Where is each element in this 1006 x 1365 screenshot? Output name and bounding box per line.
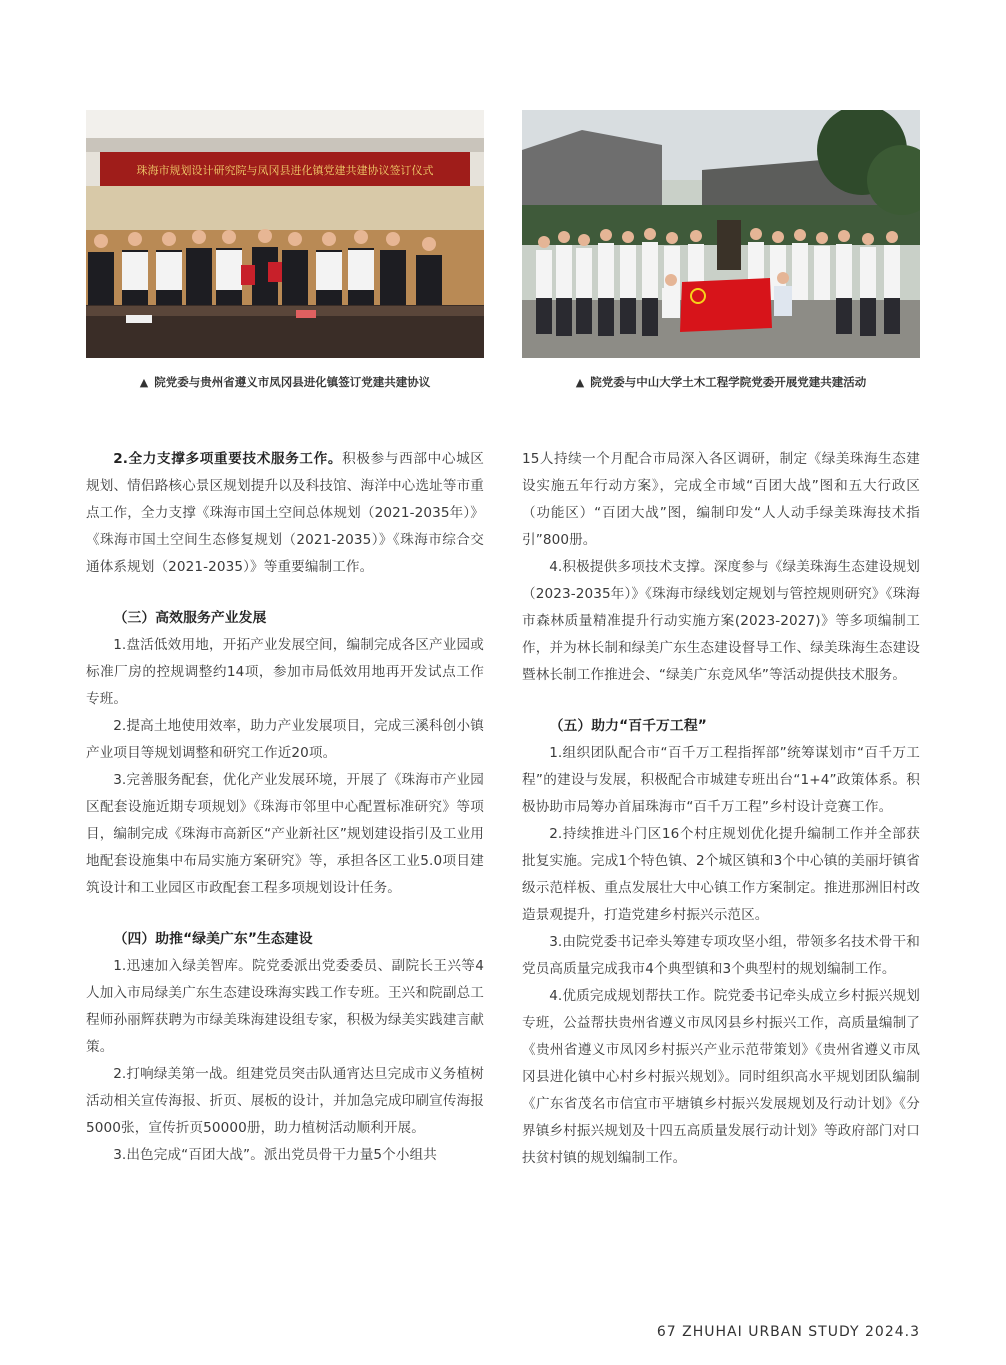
section-heading-4: （四）助推“绿美广东”生态建设 (113, 931, 313, 947)
journal-name: ZHUHAI URBAN STUDY (682, 1324, 860, 1340)
paragraph-5-2: 2.持续推进斗门区16个村庄规划优化提升编制工作并全部获批复实施。完成1个特色镇、2个城区镇和3个中心镇的美丽圩镇省级示范样板、重点发展壮大中心镇工作方案制定。推进那洲旧村改造景观提升，打造党建乡村振兴示范区。 (522, 826, 920, 923)
paragraph-4-3: 3.出色完成“百团大战”。派出党员骨干力量5个小组共 (113, 1147, 437, 1163)
right-text-column (522, 446, 920, 1172)
left-text-column (86, 446, 484, 1169)
paragraph-2 (86, 446, 484, 581)
paragraph-4-3-continued: 15人持续一个月配合市局深入各区调研，制定《绿美珠海生态建设实施五年行动方案》，完成全市域“百团大战”图和五大行政区（功能区）“百团大战”图，编制印发“人人动手绿美珠海技术指引”800册。 (522, 451, 920, 548)
photo-group-activity (522, 110, 920, 358)
paragraph-3-3: 3.完善服务配套，优化产业发展环境，开展了《珠海市产业园区配套设施近期专项规划》《珠海市邻里中心配置标准研究》等项目，编制完成《珠海市高新区“产业新社区”规划建设指引及工业用地配套设施集中布局实施方案研究》等，承担各区工业5.0项目建筑设计和工业园区市政配套工程多项规划设计任务。 (86, 772, 484, 896)
triangle-marker-icon: ▲ (575, 376, 585, 389)
signing-ceremony-image (86, 110, 484, 358)
caption-text: 院党委与中山大学土木工程学院党委开展党建共建活动 (590, 375, 867, 389)
group-activity-image (522, 110, 920, 358)
paragraph-3-2: 2.提高土地使用效率，助力产业发展项目，完成三溪科创小镇产业项目等规划调整和研究工作近20项。 (86, 718, 484, 761)
photo-caption-left (86, 374, 484, 390)
photo-signing-ceremony (86, 110, 484, 358)
photo-caption-right (522, 374, 920, 390)
section-heading-3: （三）高效服务产业发展 (113, 610, 267, 626)
statue (717, 220, 741, 270)
triangle-marker-icon: ▲ (139, 376, 149, 389)
page-footer (560, 1324, 920, 1340)
paragraph-4-2: 2.打响绿美第一战。组建党员突击队通宵达旦完成市义务植树活动相关宣传海报、折页、展板的设计，并加急完成印刷宣传海报5000张，宣传折页50000册，助力植树活动顺利开展。 (86, 1066, 484, 1136)
paragraph-4-4: 4.积极提供多项技术支撑。深度参与《绿美珠海生态建设规划（2023-2035年）》《珠海市绿线划定规划与管控规则研究》《珠海市森林质量精准提升行动实施方案(2023-2027)》等多项编制工作，并为林长制和绿美广东生态建设督导工作、绿美珠海生态建设暨林长制工作推进会、“绿美广东竞风华”等活动提供技术服务。 (522, 559, 920, 683)
issue-number: 2024.3 (865, 1324, 920, 1340)
paragraph-5-1: 1.组织团队配合市“百千万工程指挥部”统筹谋划市“百千万工程”的建设与发展，积极配合市城建专班出台“1+4”政策体系。积极协助市局筹办首届珠海市“百千万工程”乡村设计竞赛工作。 (522, 745, 920, 815)
paragraph-5-4: 4.优质完成规划帮扶工作。院党委书记牵头成立乡村振兴规划专班，公益帮扶贵州省遵义市凤冈县乡村振兴工作，高质量编制了《贵州省遵义市凤冈乡村振兴产业示范带策划》《贵州省遵义市凤冈县进化镇中心村乡村振兴规划》。同时组织高水平规划团队编制《广东省茂名市信宜市平塘镇乡村振兴发展规划及行动计划》《分界镇乡村振兴规划及十四五高质量发展行动计划》等政府部门对口扶贫村镇的规划编制工作。 (522, 988, 920, 1166)
page-number: 67 (656, 1324, 677, 1340)
paragraph-3-1: 1.盘活低效用地，开拓产业发展空间，编制完成各区产业园或标准厂房的控规调整约14项，参加市局低效用地再开发试点工作专班。 (86, 637, 484, 707)
banner-text: 珠海市规划设计研究院与凤冈县进化镇党建共建协议签订仪式 (136, 164, 434, 177)
paragraph-5-3: 3.由院党委书记牵头筹建专项攻坚小组，带领多名技术骨干和党员高质量完成我市4个典型镇和3个典型村的规划编制工作。 (522, 934, 920, 977)
section-heading-5: （五）助力“百千万工程” (549, 718, 707, 734)
caption-text: 院党委与贵州省遵义市凤冈县进化镇签订党建共建协议 (154, 375, 431, 389)
paragraph-4-1: 1.迅速加入绿美智库。院党委派出党委委员、副院长王兴等4人加入市局绿美广东生态建设珠海实践工作专班。王兴和院副总工程师孙丽辉获聘为市绿美珠海建设组专家，积极为绿美实践建言献策。 (86, 958, 484, 1055)
paragraph-body: 积极参与西部中心城区规划、情侣路核心景区规划提升以及科技馆、海洋中心选址等市重点工作，全力支撑《珠海市国土空间总体规划（2021-2035年）》《珠海市国土空间生态修复规划（2021-2035）》《珠海市综合交通体系规划（2021-2035）》等重要编制工作。 (86, 451, 485, 575)
paragraph-lead: 2.全力支撑多项重要技术服务工作。 (113, 451, 343, 467)
party-flag (680, 278, 772, 332)
